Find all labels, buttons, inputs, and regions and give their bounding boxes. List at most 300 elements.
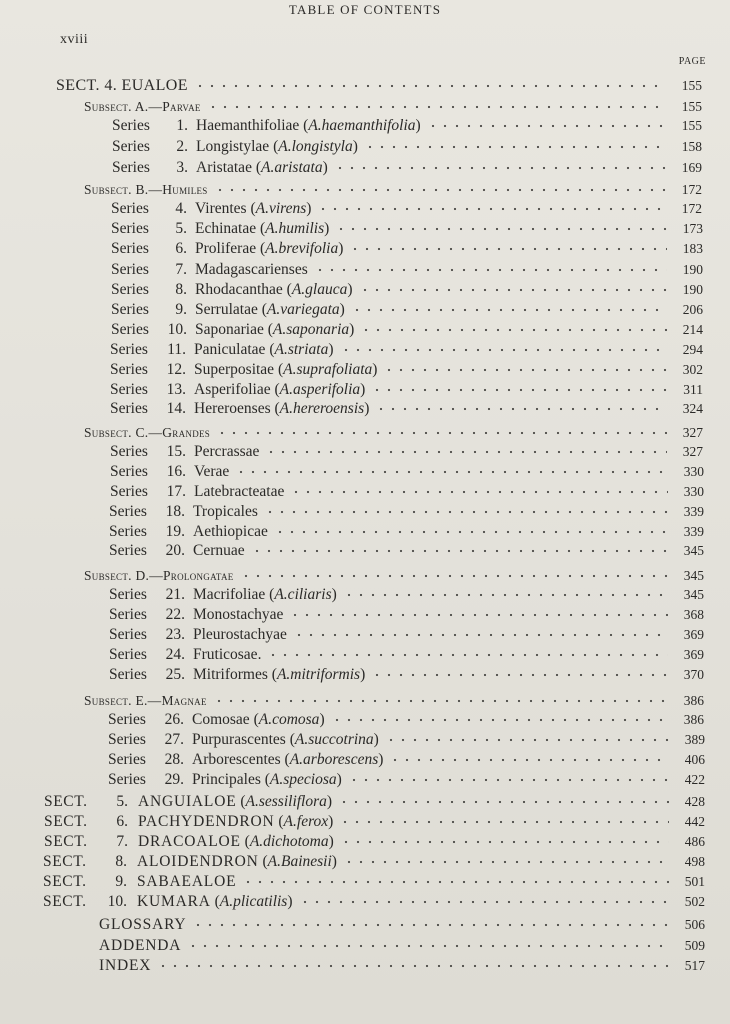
dot-leader bbox=[293, 632, 668, 638]
entry-name: Monostachyae bbox=[193, 606, 284, 623]
dot-leader bbox=[359, 287, 667, 293]
page-number: 442 bbox=[684, 814, 705, 829]
dot-leader bbox=[187, 943, 669, 949]
toc-entry bbox=[84, 97, 702, 117]
page-number: 294 bbox=[682, 342, 703, 357]
entry-label: Series bbox=[111, 281, 149, 298]
page-number: 190 bbox=[682, 282, 703, 297]
dot-leader bbox=[274, 529, 668, 535]
entry-number: 3. bbox=[176, 159, 188, 176]
page-number: 302 bbox=[682, 362, 703, 377]
entry-name: Mitriformes bbox=[193, 666, 268, 683]
entry-label: Series bbox=[109, 586, 147, 603]
toc-entry bbox=[110, 340, 703, 360]
type-species: A.ciliaris bbox=[274, 586, 332, 603]
entry-number: 9. bbox=[175, 301, 187, 318]
type-species: A.mitriformis bbox=[276, 666, 361, 683]
dot-leader bbox=[360, 327, 667, 333]
entry-number: 16. bbox=[166, 463, 186, 480]
page-number: 370 bbox=[683, 667, 704, 682]
dot-leader bbox=[264, 509, 668, 515]
dot-leader bbox=[216, 430, 667, 436]
entry-label: SECT. bbox=[44, 833, 88, 850]
type-species: A.asperifolia bbox=[279, 381, 361, 398]
dot-leader bbox=[240, 573, 668, 579]
page-number: 369 bbox=[683, 647, 704, 662]
entry-label: Series bbox=[108, 771, 146, 788]
entry-label: Series bbox=[112, 159, 150, 176]
entry-name: Superpositae bbox=[194, 361, 275, 378]
entry-name: Rhodacanthae bbox=[195, 281, 283, 298]
entry-title bbox=[109, 522, 268, 542]
type-species: A.dichotoma bbox=[249, 833, 329, 850]
toc-entry bbox=[109, 522, 704, 542]
toc-entry bbox=[111, 219, 703, 239]
dot-leader bbox=[251, 548, 668, 554]
entry-title bbox=[110, 462, 229, 482]
entry-title bbox=[109, 541, 245, 561]
entry-title: Subsect. D.—Prolongatae bbox=[84, 568, 234, 583]
entry-title: Series 10. Saponariae (A.saponaria) bbox=[111, 321, 355, 338]
page-folio: xviii bbox=[60, 32, 89, 47]
type-species: A.speciosa bbox=[269, 771, 337, 788]
dot-leader bbox=[338, 799, 669, 805]
toc-entry bbox=[43, 872, 705, 892]
entry-number: 6. bbox=[116, 813, 128, 830]
toc-entry bbox=[111, 199, 702, 219]
toc-entry bbox=[43, 892, 705, 912]
toc-entry bbox=[110, 482, 704, 502]
toc-entry bbox=[109, 502, 704, 522]
dot-leader bbox=[290, 489, 668, 495]
toc-entry bbox=[108, 710, 704, 730]
page-number: 339 bbox=[683, 524, 704, 539]
dot-leader bbox=[317, 206, 666, 212]
entry-name: Paniculatae bbox=[194, 341, 266, 358]
entry-name: Principales bbox=[192, 771, 261, 788]
entry-title: Series 29. Principales (A.speciosa) bbox=[108, 771, 342, 788]
page-number: 386 bbox=[683, 693, 704, 708]
type-species: A.humilis bbox=[265, 220, 325, 237]
entry-title: Series 27. Purpurascentes (A.succotrina) bbox=[108, 731, 379, 748]
entry-title: Series 12. Superpositae (A.suprafoliata) bbox=[110, 361, 378, 378]
entry-title bbox=[110, 482, 284, 502]
page-number: 509 bbox=[684, 938, 705, 953]
entry-title: Series 5. Echinatae (A.humilis) bbox=[111, 220, 330, 237]
page-number: 428 bbox=[684, 794, 705, 809]
type-species: A.longistyla bbox=[278, 138, 353, 155]
type-species: A.Bainesii bbox=[267, 853, 332, 870]
entry-label: Series bbox=[112, 117, 150, 134]
entry-label: Series bbox=[110, 483, 148, 500]
toc-entry bbox=[108, 770, 705, 790]
dot-leader bbox=[340, 839, 669, 845]
page-number: 389 bbox=[684, 732, 705, 747]
entry-title: Subsect. B.—Humiles bbox=[84, 182, 208, 197]
toc-entry bbox=[112, 116, 702, 136]
entry-title: Series 13. Asperifoliae (A.asperifolia) bbox=[110, 381, 366, 398]
page-number: 422 bbox=[684, 772, 705, 787]
type-species: A.aristata bbox=[261, 159, 323, 176]
type-species: A.sessiliflora bbox=[245, 793, 327, 810]
toc-entry bbox=[108, 750, 705, 770]
entry-label: Series bbox=[109, 523, 147, 540]
dot-leader bbox=[427, 123, 666, 129]
entry-name: Percrassae bbox=[194, 443, 260, 460]
toc-entry bbox=[111, 320, 703, 340]
toc-entry bbox=[109, 645, 704, 665]
entry-title: Subsect. C.—Grandes bbox=[84, 425, 211, 440]
dot-leader bbox=[383, 367, 667, 373]
entry-label: Series bbox=[109, 542, 147, 559]
toc-entry bbox=[56, 76, 702, 96]
page-number: 324 bbox=[682, 401, 703, 416]
entry-title: Series 3. Aristatae (A.aristata) bbox=[112, 159, 328, 176]
entry-number: 2. bbox=[176, 138, 188, 155]
entry-number: 27. bbox=[164, 731, 184, 748]
entry-title bbox=[109, 605, 283, 625]
entry-number: 6. bbox=[175, 240, 187, 257]
entry-title: Series 25. Mitriformes (A.mitriformis) bbox=[109, 666, 366, 683]
entry-number: 7. bbox=[175, 261, 187, 278]
entry-number: 19. bbox=[165, 523, 185, 540]
entry-number: 1. bbox=[176, 117, 188, 134]
entry-title: Series 14. Hereroenses (A.hereroensis) bbox=[110, 400, 370, 417]
entry-title: SECT. 7. DRACOALOE (A.dichotoma) bbox=[44, 833, 334, 850]
dot-leader bbox=[299, 899, 669, 905]
page-number: 155 bbox=[681, 118, 702, 133]
entry-name: Virentes bbox=[195, 200, 247, 217]
page-number: 155 bbox=[681, 78, 702, 93]
page-number: 172 bbox=[681, 201, 702, 216]
entry-title: SECT. 6. PACHYDENDRON (A.ferox) bbox=[44, 813, 334, 830]
entry-label: SECT. bbox=[44, 793, 88, 810]
dot-leader bbox=[375, 406, 667, 412]
toc-entry bbox=[111, 239, 703, 259]
entry-number: 10. bbox=[167, 321, 187, 338]
type-species: A.striata bbox=[274, 341, 329, 358]
entry-number: 24. bbox=[165, 646, 185, 663]
toc-entry bbox=[110, 399, 703, 419]
entry-title: Series 21. Macrifoliae (A.ciliaris) bbox=[109, 586, 337, 603]
entry-number: 28. bbox=[164, 751, 184, 768]
type-species: A.ferox bbox=[283, 813, 329, 830]
entry-title: Subsect. A.—Parvae bbox=[84, 99, 201, 114]
entry-number: 21. bbox=[165, 586, 185, 603]
entry-title bbox=[111, 260, 308, 280]
toc-entry bbox=[109, 541, 704, 561]
entry-number: 4. bbox=[175, 200, 187, 217]
entry-title: Series 4. Virentes (A.virens) bbox=[111, 200, 312, 217]
toc-entry bbox=[110, 442, 703, 462]
entry-number: 13. bbox=[166, 381, 186, 398]
dot-leader bbox=[348, 777, 669, 783]
entry-label: Series bbox=[109, 666, 147, 683]
toc-entry bbox=[109, 665, 704, 685]
entry-name: Hereroenses bbox=[194, 400, 271, 417]
entry-name: Cernuae bbox=[193, 542, 245, 559]
entry-number: 10. bbox=[107, 893, 127, 910]
toc-entry bbox=[84, 423, 703, 443]
toc-entry bbox=[44, 812, 705, 832]
entry-label: Series bbox=[110, 400, 148, 417]
page-number: 506 bbox=[684, 917, 705, 932]
dot-leader bbox=[331, 717, 668, 723]
entry-name: Macrifoliae bbox=[193, 586, 266, 603]
toc-entry bbox=[110, 380, 703, 400]
entry-name: Longistylae bbox=[196, 138, 270, 155]
entry-number: 17. bbox=[166, 483, 186, 500]
entry-title bbox=[109, 625, 287, 645]
toc-entry bbox=[99, 915, 705, 935]
entry-label: Series bbox=[111, 240, 149, 257]
entry-title: SECT. 4. EUALOE bbox=[56, 77, 188, 94]
dot-leader bbox=[235, 469, 668, 475]
type-species: A.brevifolia bbox=[265, 240, 339, 257]
entry-name: Verae bbox=[194, 463, 230, 480]
entry-number: 11. bbox=[167, 341, 186, 358]
dot-leader bbox=[242, 879, 669, 885]
entry-name: Haemanthifoliae bbox=[196, 117, 300, 134]
type-species: A.succotrina bbox=[294, 731, 374, 748]
entry-name: Saponariae bbox=[195, 321, 264, 338]
dot-leader bbox=[340, 347, 668, 353]
page-number: 345 bbox=[683, 568, 704, 583]
toc-entry bbox=[44, 832, 705, 852]
entry-title bbox=[110, 442, 259, 462]
page-number: 172 bbox=[681, 182, 702, 197]
entry-title: GLOSSARY bbox=[99, 916, 187, 933]
dot-leader bbox=[213, 698, 668, 704]
page-number: 330 bbox=[683, 484, 704, 499]
entry-label: Series bbox=[111, 301, 149, 318]
entry-name: Fruticosae. bbox=[193, 646, 262, 663]
entry-number: 20. bbox=[165, 542, 185, 559]
entry-label: Series bbox=[111, 200, 149, 217]
entry-title: SECT. 5. ANGUIALOE (A.sessiliflora) bbox=[44, 793, 333, 810]
entry-number: 18. bbox=[165, 503, 185, 520]
toc-entry bbox=[108, 730, 705, 750]
toc-entry bbox=[84, 691, 704, 711]
page-number: 183 bbox=[682, 241, 703, 256]
entry-title: SECT. 8. ALOIDENDRON (A.Bainesii) bbox=[43, 853, 337, 870]
entry-title: Series 11. Paniculatae (A.striata) bbox=[110, 341, 334, 358]
entry-title: SECT. 10. KUMARA (A.plicatilis) bbox=[43, 893, 293, 910]
entry-name: Aristatae bbox=[196, 159, 252, 176]
entry-label: SECT. bbox=[43, 853, 87, 870]
page-number: 327 bbox=[682, 425, 703, 440]
entry-number: 14. bbox=[166, 400, 186, 417]
entry-name: KUMARA bbox=[137, 893, 211, 910]
entry-number: 23. bbox=[165, 626, 185, 643]
entry-title bbox=[109, 645, 261, 665]
toc-entry bbox=[109, 585, 704, 605]
entry-name: Purpurascentes bbox=[192, 731, 286, 748]
entry-name: Tropicales bbox=[193, 503, 258, 520]
entry-label: Series bbox=[109, 606, 147, 623]
entry-label: Series bbox=[108, 711, 146, 728]
type-species: A.variegata bbox=[266, 301, 340, 318]
entry-label: Series bbox=[112, 138, 150, 155]
entry-title: INDEX bbox=[99, 957, 152, 974]
dot-leader bbox=[265, 449, 667, 455]
toc-entry bbox=[111, 300, 703, 320]
entry-label: Series bbox=[111, 261, 149, 278]
page-number: 345 bbox=[683, 543, 704, 558]
entry-number: 5. bbox=[116, 793, 128, 810]
entry-title: Series 1. Haemanthifoliae (A.haemanthifolia) bbox=[112, 117, 421, 134]
entry-name: SABAEALOE bbox=[137, 873, 237, 890]
type-species: A.glauca bbox=[291, 281, 348, 298]
toc-entry bbox=[44, 792, 705, 812]
dot-leader bbox=[267, 652, 668, 658]
toc-entry bbox=[99, 956, 705, 976]
toc-entry bbox=[112, 158, 702, 178]
page-number: 155 bbox=[681, 99, 702, 114]
entry-name: Proliferae bbox=[195, 240, 257, 257]
entry-label: SECT. bbox=[44, 813, 88, 830]
dot-leader bbox=[192, 922, 669, 928]
page-number: 517 bbox=[684, 958, 705, 973]
type-species: A.comosa bbox=[258, 711, 320, 728]
dot-leader bbox=[343, 592, 668, 598]
toc-entry bbox=[43, 852, 705, 872]
page-column-label: PAGE bbox=[678, 56, 706, 67]
entry-label: Series bbox=[108, 751, 146, 768]
entry-label: Series bbox=[111, 220, 149, 237]
page-number: 158 bbox=[681, 139, 702, 154]
entry-name: Latebracteatae bbox=[194, 483, 285, 500]
entry-number: 8. bbox=[175, 281, 187, 298]
page-number: 173 bbox=[682, 221, 703, 236]
page-number: 501 bbox=[684, 874, 705, 889]
entry-title: ADDENDA bbox=[99, 937, 182, 954]
dot-leader bbox=[214, 187, 666, 193]
toc-entry bbox=[111, 260, 703, 280]
entry-label: SECT. bbox=[43, 893, 87, 910]
dot-leader bbox=[343, 859, 669, 865]
entry-number: 7. bbox=[116, 833, 128, 850]
dot-leader bbox=[314, 267, 667, 273]
entry-label: Series bbox=[108, 731, 146, 748]
dot-leader bbox=[207, 104, 666, 110]
page-number: 502 bbox=[684, 894, 705, 909]
entry-name: Arborescentes bbox=[192, 751, 281, 768]
dot-leader bbox=[371, 672, 668, 678]
page-number: 345 bbox=[683, 587, 704, 602]
entry-label: Series bbox=[110, 361, 148, 378]
toc-entry bbox=[99, 936, 705, 956]
dot-leader bbox=[389, 757, 669, 763]
page-number: 327 bbox=[682, 444, 703, 459]
page-number: 169 bbox=[681, 160, 702, 175]
toc-entry bbox=[84, 180, 702, 200]
entry-number: 15. bbox=[166, 443, 186, 460]
entry-name: Comosae bbox=[192, 711, 250, 728]
entry-title: Series 28. Arborescentes (A.arborescens) bbox=[108, 751, 384, 768]
entry-title bbox=[109, 502, 258, 522]
entry-label: Series bbox=[110, 463, 148, 480]
dot-leader bbox=[157, 963, 669, 969]
dot-leader bbox=[371, 387, 667, 393]
entry-label: Series bbox=[109, 626, 147, 643]
page-number: 339 bbox=[683, 504, 704, 519]
dot-leader bbox=[289, 612, 668, 618]
entry-name: ALOIDENDRON bbox=[137, 853, 259, 870]
entry-title: Series 6. Proliferae (A.brevifolia) bbox=[111, 240, 344, 257]
entry-number: 25. bbox=[165, 666, 185, 683]
entry-number: 22. bbox=[165, 606, 185, 623]
entry-number: 9. bbox=[115, 873, 127, 890]
entry-title: Series 2. Longistylae (A.longistyla) bbox=[112, 138, 358, 155]
type-species: A.hereroensis bbox=[279, 400, 365, 417]
page-number: 486 bbox=[684, 834, 705, 849]
page-number: 369 bbox=[683, 627, 704, 642]
toc-entry bbox=[112, 137, 702, 157]
entry-name: Madagascarienses bbox=[195, 261, 308, 278]
entry-label: Series bbox=[110, 381, 148, 398]
entry-name: ANGUIALOE bbox=[138, 793, 237, 810]
entry-name: Echinatae bbox=[195, 220, 257, 237]
toc-entry bbox=[110, 462, 704, 482]
type-species: A.saponaria bbox=[272, 321, 350, 338]
toc-entry bbox=[84, 566, 704, 586]
entry-title: Series 26. Comosae (A.comosa) bbox=[108, 711, 325, 728]
page-number: 386 bbox=[683, 712, 704, 727]
entry-label: Series bbox=[111, 321, 149, 338]
entry-label: Series bbox=[110, 443, 148, 460]
dot-leader bbox=[364, 144, 666, 150]
type-species: A.suprafoliata bbox=[283, 361, 373, 378]
type-species: A.virens bbox=[255, 200, 307, 217]
entry-title: Series 9. Serrulatae (A.variegata) bbox=[111, 301, 345, 318]
entry-title: Subsect. E.—Magnae bbox=[84, 693, 207, 708]
entry-name: Serrulatae bbox=[195, 301, 258, 318]
entry-number: 29. bbox=[164, 771, 184, 788]
type-species: A.arborescens bbox=[289, 751, 379, 768]
page-number: 190 bbox=[682, 262, 703, 277]
dot-leader bbox=[351, 307, 667, 313]
entry-title bbox=[43, 872, 236, 892]
dot-leader bbox=[194, 83, 666, 89]
dot-leader bbox=[339, 819, 669, 825]
toc-entry bbox=[109, 625, 704, 645]
entry-title: Series 8. Rhodacanthae (A.glauca) bbox=[111, 281, 353, 298]
page-number: 498 bbox=[684, 854, 705, 869]
entry-name: Pleurostachyae bbox=[193, 626, 287, 643]
entry-name: Aethiopicae bbox=[193, 523, 268, 540]
type-species: A.plicatilis bbox=[219, 893, 288, 910]
running-head: TABLE OF CONTENTS bbox=[288, 2, 442, 17]
page-number: 406 bbox=[684, 752, 705, 767]
toc-entry bbox=[109, 605, 704, 625]
entry-number: 5. bbox=[175, 220, 187, 237]
type-species: A.haemanthifolia bbox=[308, 117, 416, 134]
page-number: 214 bbox=[682, 322, 703, 337]
dot-leader bbox=[385, 737, 669, 743]
entry-label: Series bbox=[110, 341, 148, 358]
entry-label: Series bbox=[109, 503, 147, 520]
dot-leader bbox=[349, 246, 667, 252]
dot-leader bbox=[335, 226, 667, 232]
entry-number: 8. bbox=[115, 853, 127, 870]
entry-name: Asperifoliae bbox=[194, 381, 271, 398]
entry-name: DRACOALOE bbox=[138, 833, 241, 850]
page-number: 206 bbox=[682, 302, 703, 317]
page-number: 311 bbox=[683, 382, 703, 397]
page-number: 330 bbox=[683, 464, 704, 479]
entry-label: Series bbox=[109, 646, 147, 663]
